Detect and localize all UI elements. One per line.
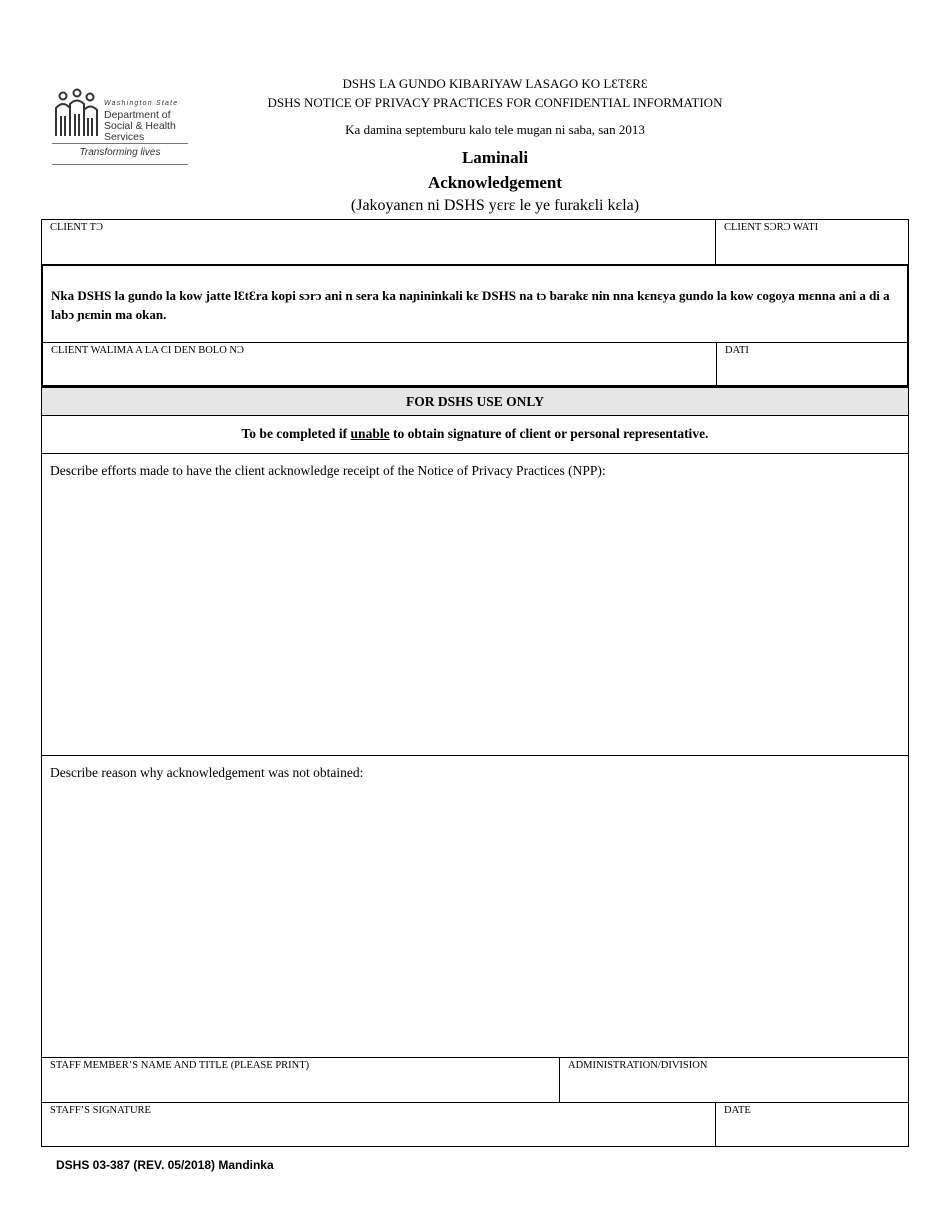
dshs-use-only-heading: FOR DSHS USE ONLY	[41, 387, 909, 416]
client-date-label: DATI	[725, 345, 749, 356]
staff-signature-label: STAFF’S SIGNATURE	[50, 1105, 151, 1116]
client-name-label: CLIENT TƆ	[50, 222, 103, 233]
client-id-cell[interactable]	[715, 219, 909, 265]
instruction-underlined: unable	[350, 426, 390, 441]
client-name-cell[interactable]	[41, 219, 716, 265]
header-line-2: DSHS NOTICE OF PRIVACY PRACTICES FOR CONFIDENTIAL INFORMATION	[267, 95, 723, 110]
staff-name-cell[interactable]	[41, 1057, 560, 1103]
logo-tagline: Transforming lives	[79, 147, 161, 158]
form-title-english: Acknowledgement	[427, 173, 563, 192]
administration-cell[interactable]	[559, 1057, 909, 1103]
reason-section[interactable]	[41, 755, 909, 1058]
form-number: DSHS 03-387 (REV. 05/2018) Mandinka	[56, 1158, 274, 1172]
administration-label: ADMINISTRATION/DIVISION	[568, 1060, 708, 1071]
reason-field[interactable]	[50, 789, 900, 1039]
staff-date-cell[interactable]	[715, 1102, 909, 1147]
staff-signature-cell[interactable]	[41, 1102, 716, 1147]
header-line-1: DSHS LA GUNDO KIBARIYAW LASAGO KO LƐTƐRƐ	[342, 76, 648, 91]
acknowledgement-block	[41, 264, 909, 387]
header-effective-date: Ka damina septemburu kalo tele mugan ni saba, san 2013	[345, 122, 645, 137]
efforts-section[interactable]	[41, 453, 909, 756]
client-date-cell[interactable]	[717, 342, 907, 385]
completion-instruction	[41, 415, 909, 454]
instruction-text-pre: To be completed if	[241, 426, 351, 441]
staff-name-label: STAFF MEMBER’S NAME AND TITLE (PLEASE PRINT)	[50, 1060, 310, 1071]
client-id-label: CLIENT SƆRƆ WATI	[724, 222, 819, 233]
acknowledgement-statement: Nka DSHS la gundo la kow jatte lƐtƐra kopi sɔrɔ ani n sera ka naɲininkali kɛ DSHS na tɔ barakɛ nin nna kɛnɛya gundo la kow cogoya mɛnna ani a di a labɔ ɲɛmin ma okan.	[51, 288, 890, 322]
logo-department-text: Department of Social & Health Services	[104, 109, 176, 143]
logo-divider	[52, 143, 188, 144]
staff-date-label: DATE	[724, 1105, 751, 1116]
efforts-prompt: Describe efforts made to have the client acknowledge receipt of the Notice of Privacy Practices (NPP):	[50, 463, 606, 478]
client-signature-label: CLIENT WALIMA A LA CI DEN BOLO NƆ	[51, 345, 244, 356]
client-signature-cell[interactable]	[43, 342, 717, 385]
logo-state-text: Washington State	[104, 100, 179, 107]
reason-prompt: Describe reason why acknowledgement was not obtained:	[50, 765, 364, 780]
form-subtitle: (Jakoyanɛn ni DSHS yɛrɛ le ye furakɛli kɛla)	[350, 197, 640, 214]
efforts-field[interactable]	[50, 487, 900, 737]
form-title: Laminali	[461, 148, 529, 167]
instruction-text-post: to obtain signature of client or personal representative.	[389, 426, 709, 441]
